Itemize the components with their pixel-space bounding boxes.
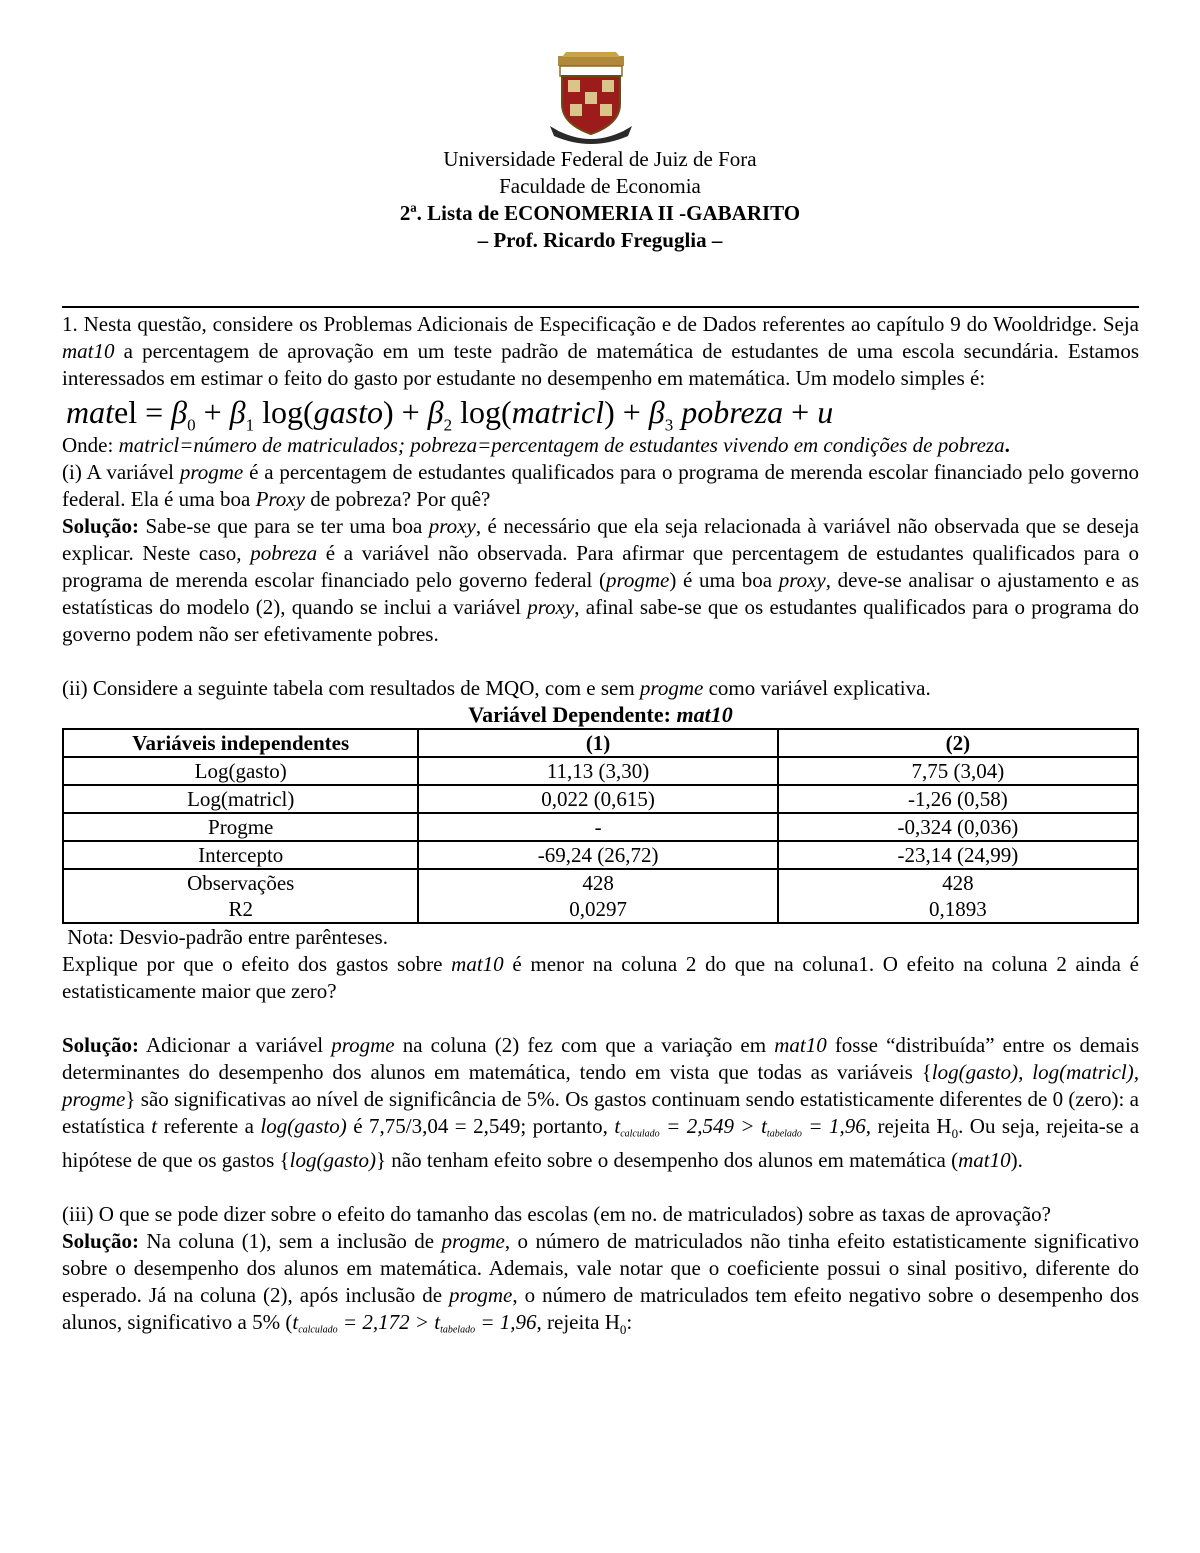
table-header-row [63,729,1138,757]
table-cell: 428 0,0297 [418,869,777,923]
table-cell: 0,022 (0,615) [418,785,777,813]
list-title: 2ª. Lista de ECONOMERIA II -GABARITO [399,201,801,225]
solution-1-iii: Solução: Na coluna (1), sem a inclusão de progme, o número de matriculados não tinha efeito estatisticamente significativo sobre o desempenho dos alunos em matemática. Ademais, vale notar que o coeficiente possui o sinal positivo, diferente do esperado. Já na coluna (2), após inclusão de progme, o número de matriculados tem efeito negativo sobre o desempenho dos alunos, significativo a 5% ($t_{calculado} = 2,172 > t_{tabelado} = 1,96$, rejeita $H_0$: [62,1229,1139,1338]
table-cell: -23,14 (24,99) [778,841,1138,869]
table-row-stats [63,869,1138,923]
university-crest-icon [548,52,634,144]
solution-1-ii: Solução: Adicionar a variável progme na coluna (2) fez com que a variação em mat10 fosse “distribuída” entre os demais determinantes do desempenho dos alunos em matemática, tendo em vista que todas as variáveis {log(gasto), log(matricl), progme} são significativas ao nível de significância de 5%. Os gastos continuam sendo estatisticamente diferentes de 0 (zero): a estatística t referente a log(gasto) é 7,75/3,04 = 2,549; portanto, $t_{calculado} = 2,549 > t_{tabelado} = 1,96$, rejeita $H_0$. Ou seja, rejeita-se a hipótese de que os gastos {log(gasto)} não tenham efeito sobre o desempenho dos alunos em matemática (mat10). [62,1033,1140,1173]
table-cell: Progme [63,813,418,841]
question-1-ii: (ii) Considere a seguinte tabela com resultados de MQO, com e sem progme como variável explicativa. [62,676,931,700]
table-cell: 7,75 (3,04) [778,757,1138,785]
university-name: Universidade Federal de Juiz de Fora [443,147,757,171]
table-cell: Intercepto [63,841,418,869]
question-1-iii: (iii) O que se pode dizer sobre o efeito do tamanho das escolas (em no. de matriculados) sobre as taxas de aprovação? [62,1202,1051,1227]
table-cell: Observações R2 [63,869,418,923]
table-row [63,757,1138,785]
table-cell: Log(gasto) [63,757,418,785]
table-row [63,785,1138,813]
table-header-cell: (1) [418,729,777,757]
table-cell: -69,24 (26,72) [418,841,777,869]
faculty-name: Faculdade de Economia [499,174,701,198]
model-equation: matel = $\beta_0 + \beta_1$ log(gasto) + $\beta_2$ log(matricl) + $\beta_3$ pobreza + u [66,394,834,435]
regression-results-table [62,728,1139,924]
table-row [63,813,1138,841]
table-header-cell: (2) [778,729,1138,757]
table-cell: -1,26 (0,58) [778,785,1138,813]
table-cell: -0,324 (0,036) [778,813,1138,841]
professor-name: – Prof. Ricardo Freguglia – [477,228,723,252]
header-divider [62,306,1139,308]
table-cell: - [418,813,777,841]
document-body [62,311,1139,1344]
equation-definitions: Onde: matricl=número de matriculados; pobreza=percentagem de estudantes vivendo em condições de pobreza. [62,433,1010,457]
table-row [63,841,1138,869]
question-1-i: (i) A variável progme é a percentagem de estudantes qualificados para o programa de merenda escolar financiado pelo governo federal. Ela é uma boa Proxy de pobreza? Por quê? [62,460,1139,511]
table-cell: 11,13 (3,30) [418,757,777,785]
question-1-intro: 1. Nesta questão, considere os Problemas Adicionais de Especificação e de Dados referentes ao capítulo 9 do Wooldridge. Seja mat10 a percentagem de aprovação em um teste padrão de matemática de estudantes de uma escola secundária. Estamos interessados em estimar o feito do gasto por estudante no desempenho em matemática. Um modelo simples é: [62,312,1139,390]
table-header-cell: Variáveis independentes [63,729,418,757]
table-cell: Log(matricl) [63,785,418,813]
table-cell: 428 0,1893 [778,869,1138,923]
question-1-ii-prompt: Explique por que o efeito dos gastos sobre mat10 é menor na coluna 2 do que na coluna1. O efeito na coluna 2 ainda é estatisticamente maior que zero? [62,952,1140,1003]
table-title: Variável Dependente: mat10 [468,702,733,727]
document-header [0,146,1200,254]
table-note: Nota: Desvio-padrão entre parênteses. [62,925,388,949]
solution-1-i: Solução: Sabe-se que para se ter uma boa proxy, é necessário que ela seja relacionada à variável não observada que se deseja explicar. Neste caso, pobreza é a variável não observada. Para afirmar que percentagem de estudantes qualificados para o programa de merenda escolar financiado pelo governo federal (progme) é uma boa proxy, deve-se analisar o ajustamento e as estatísticas do modelo (2), quando se inclui a variável proxy, afinal sabe-se que os estudantes qualificados para o programa do governo podem não ser efetivamente pobres. [62,514,1140,646]
